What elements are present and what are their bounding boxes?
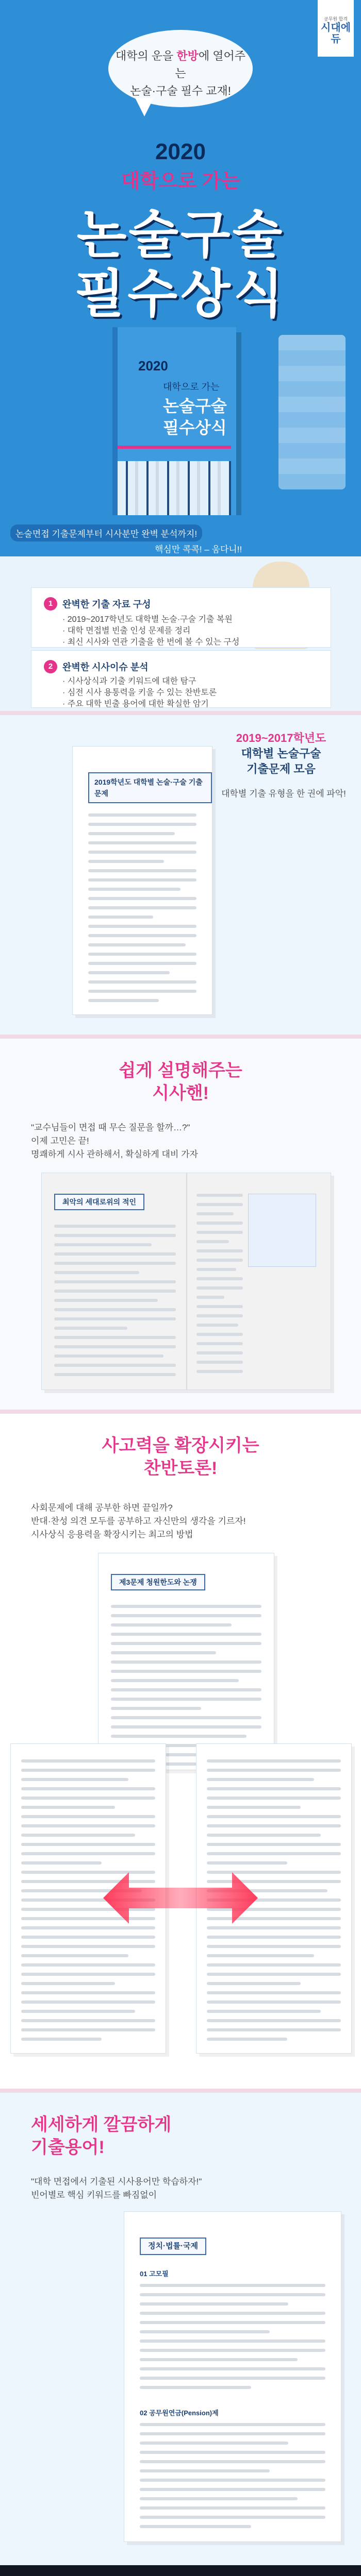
feature-title: 완벽한 기출 자료 구성 [62,599,151,609]
section2-label [0,1059,361,1105]
section1-desc: 대학별 기출 유형을 한 권에 파악! [221,789,346,799]
brand-badge [318,0,354,59]
term-heading-1: 01 고모필 [140,2270,169,2278]
feature-line: · 최신 시사와 연관 기출을 한 번에 볼 수 있는 구성 [62,638,240,647]
sample-page-lines [88,814,196,1008]
section4-desc-line2: 빈어별로 핵심 키워드를 빠짐없이 [31,2190,157,2200]
section4-label [31,2113,171,2159]
sample-page-terms [124,2211,341,2542]
feature-line: · 심전 시사 용통력을 키울 수 있는 찬반토론 [62,688,217,697]
sample-page-lines [140,2284,325,2395]
section-divider [0,2089,361,2093]
book-title-line1: 논술구술 [163,397,227,415]
footer [0,2565,361,2576]
book-subtitle: 대학으로 가는 [163,382,220,392]
sample-page-debate-main [98,1553,274,1770]
section1-label-line1: 2019~2017학년도 [236,732,326,744]
speech-bubble-text [113,47,248,100]
hero-title-line2: 필수상식 [74,265,287,323]
feature-line: · 시사상식과 기출 키워드에 대한 탐구 [62,677,196,686]
feature-title: 완벽한 시사이슈 분석 [62,662,149,672]
feature-line: · 주요 대학 빈출 용어에 대한 확실한 암기 [62,700,209,708]
feature-card-2 [31,650,331,708]
section2-label-line2: 시사핸! [152,1083,209,1103]
book-year: 2020 [138,358,168,374]
bubble-pre: 대학의 운을 [115,49,177,62]
section1-label [217,731,346,777]
section4-label-line1: 세세하게 깔끔하게 [31,2115,172,2134]
section1-label-line2: 대학별 논술구술 [241,747,321,760]
sample-page-heading: 2019학년도 대학별 논술·구술 기출문제 [88,772,212,803]
section-divider [0,1035,361,1039]
hero-note-right: 핵심만 콕콕! – 움다니!! [155,545,242,554]
section2-desc-line1: "교수님들이 면접 때 무슨 질문을 할까…?" [31,1123,190,1132]
sample-page-heading: 제3문제 청원한도와 논쟁 [111,1574,205,1590]
section3-label [0,1434,361,1480]
sample-page-heading: 최악의 세대로위의 적인 [54,1194,144,1210]
sample-page-past-exams [72,746,212,1015]
section-issues [0,1039,361,1410]
speech-bubble-tail [135,98,154,116]
section-terms [0,2093,361,2565]
section3-label-line1: 사고력을 확장시키는 [102,1436,259,1455]
section3-label-line2: 찬반토론! [143,1459,218,1478]
brand-small-label: 공무원 합격 [324,16,348,22]
section2-desc [31,1121,320,1161]
term-heading-2: 02 공무원연금(Pension)제 [140,2409,219,2417]
section1-label-line3: 기출문제 모음 [247,762,316,775]
feature-line: · 대학 면접별 빈출 인성 문제를 정리 [62,626,191,635]
hero-section [0,0,361,556]
sample-chart [248,1194,316,1267]
hero-subtitle: 대학으로 가는 [121,171,240,192]
sample-page-lines [54,1225,176,1382]
book-title-line2: 필수상식 [163,418,227,437]
hero-year: 2020 [155,139,206,164]
bubble-line2: 논술·구술 필수 교재! [130,84,231,97]
section2-label-line1: 쉽게 설명해주는 [119,1061,242,1080]
sample-page-lines [196,1194,243,1379]
bubble-accent: 한방 [176,49,199,62]
hero-note-left: 논술면접 기출문제부터 시사분만 완벽 분석까지! [10,524,202,541]
feature-line: · 2019~2017학년도 대학별 논술·구술 기출 복원 [62,615,233,624]
brand-name: 시대에듀 [321,22,351,45]
section3-desc-line1: 사회문제에 대해 공부한 하면 끝일까? [31,1503,173,1513]
section4-label-line2: 기출용어! [31,2138,105,2157]
section4-desc-line1: "대학 면접에서 기출된 시사용어만 학습하자!" [31,2177,202,2187]
hero-note-band [0,515,361,556]
hero-title-line1: 논술구술 [76,206,285,264]
sample-page-lines [140,2423,325,2534]
section2-desc-line2: 이제 고민은 끝! [31,1136,89,1146]
section-past-exams [0,715,361,1035]
bubble-post: 에 열어주는 [175,49,246,80]
feature-number: 1 [44,597,57,611]
section3-desc [31,1501,330,1541]
sample-page-heading: 정치·법률·국제 [140,2238,206,2255]
section2-desc-line3: 명쾌하게 시사 관하해서, 확실하게 대비 가자 [31,1149,198,1159]
section3-desc-line2: 반대·찬성 의견 모두를 공부하고 자신만의 생각을 기르자! [31,1516,246,1526]
feature-card-1 [31,587,331,648]
book-cover [112,327,236,533]
section-divider [0,1410,361,1414]
book-stripe [118,446,231,449]
sample-spread-issues [41,1173,331,1390]
section3-desc-line3: 시사상식 응용력을 확장시키는 최고의 방법 [31,1530,193,1539]
section-divider [0,711,361,715]
spread-fold [186,1173,187,1389]
versus-arrow-icon [103,1862,258,1934]
hero-illustration [278,335,346,489]
feature-number: 2 [44,660,57,673]
section-debate [0,1414,361,2089]
section4-desc [31,2175,320,2202]
